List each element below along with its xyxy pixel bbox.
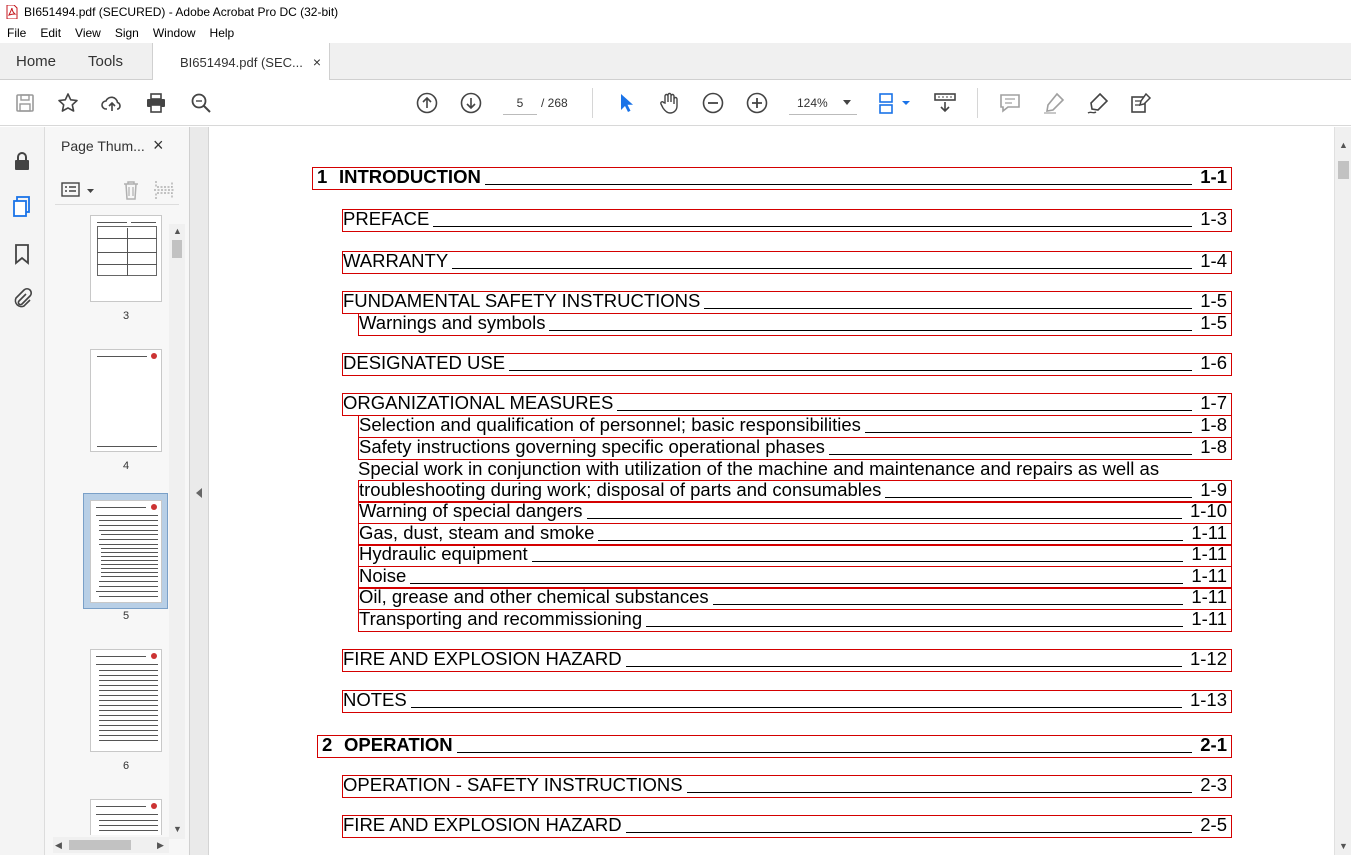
menu-file[interactable]: File <box>7 26 27 40</box>
tab-document-label: BI651494.pdf (SEC... <box>180 54 303 70</box>
print-icon[interactable] <box>143 90 169 116</box>
toc-subentry[interactable]: Transporting and recommissioning 1-11 <box>358 609 1232 632</box>
toc-chapter-2[interactable]: 2 OPERATION 2-1 <box>317 735 1232 758</box>
acrobat-pdf-icon <box>6 5 18 19</box>
toc-entry[interactable]: PREFACE 1-3 <box>342 209 1232 232</box>
chevron-down-icon <box>843 100 851 105</box>
toc-entry[interactable]: FUNDAMENTAL SAFETY INSTRUCTIONS 1-5 <box>342 291 1232 314</box>
tab-home[interactable]: Home <box>16 53 57 70</box>
select-cursor-icon[interactable] <box>613 90 639 116</box>
save-icon[interactable] <box>12 90 38 116</box>
lock-icon[interactable] <box>10 149 34 173</box>
menu-view[interactable]: View <box>75 26 101 40</box>
page-thumbnails-icon[interactable] <box>10 194 34 218</box>
toc-entry[interactable]: ORGANIZATIONAL MEASURES 1-7 <box>342 393 1232 416</box>
thumbnail-page-7[interactable] <box>90 799 162 835</box>
extract-pages-icon[interactable] <box>152 178 176 202</box>
toc-subentry[interactable]: troubleshooting during work; disposal of parts and consumables 1-9 <box>358 480 1232 503</box>
toolbar-separator <box>977 88 978 118</box>
scroll-left-icon[interactable]: ◀ <box>55 840 62 850</box>
toc-subentry[interactable]: Noise 1-11 <box>358 566 1232 589</box>
scrollbar-thumb[interactable] <box>1338 161 1349 179</box>
collapse-arrow-icon[interactable] <box>196 488 202 498</box>
zoom-level-value: 124% <box>797 95 828 110</box>
thumbnail-label: 3 <box>122 310 130 322</box>
cloud-upload-icon[interactable] <box>99 90 125 116</box>
thumbnails-toolbar <box>55 175 179 205</box>
thumbnail-label: 5 <box>122 610 130 622</box>
toc-subentry[interactable]: Selection and qualification of personnel; basic responsibilities 1-8 <box>358 415 1232 438</box>
toc-chapter-1[interactable]: 1 INTRODUCTION 1-1 <box>312 167 1232 190</box>
thumbnail-page-5[interactable] <box>90 500 162 603</box>
zoom-in-icon[interactable] <box>744 90 770 116</box>
page-total: / 268 <box>541 96 568 110</box>
thumbnail-label: 4 <box>122 460 130 472</box>
sign-pen-icon[interactable] <box>1085 90 1111 116</box>
toc-subentry[interactable]: Warnings and symbols 1-5 <box>358 313 1232 336</box>
panel-collapse-divider[interactable] <box>190 127 209 855</box>
toc-subentry[interactable]: Gas, dust, steam and smoke 1-11 <box>358 523 1232 546</box>
thumbnails-horizontal-scrollbar[interactable] <box>53 837 169 853</box>
document-view <box>210 127 1334 855</box>
toc-entry[interactable]: NOTES 1-13 <box>342 690 1232 713</box>
trash-icon[interactable] <box>119 178 143 202</box>
highlight-pen-icon[interactable] <box>1041 90 1067 116</box>
menu-bar <box>0 23 1351 43</box>
scroll-up-icon[interactable]: ▲ <box>1339 140 1348 150</box>
tab-tools[interactable]: Tools <box>88 53 124 70</box>
panel-title: Page Thum... <box>61 138 145 154</box>
toolbar-separator <box>592 88 593 118</box>
toc-entry[interactable]: FIRE AND EXPLOSION HAZARD 1-12 <box>342 649 1232 672</box>
toc-subentry[interactable]: Oil, grease and other chemical substances 1-11 <box>358 587 1232 610</box>
thumbnails-vertical-scrollbar[interactable] <box>169 224 185 839</box>
scroll-mode-icon[interactable] <box>932 90 958 116</box>
menu-help[interactable]: Help <box>209 26 235 40</box>
tab-bar <box>0 43 1351 80</box>
hand-tool-icon[interactable] <box>656 90 682 116</box>
zoom-out-icon[interactable] <box>700 90 726 116</box>
page-fit-icon[interactable] <box>876 90 912 116</box>
options-menu-icon[interactable] <box>61 179 97 201</box>
attachment-icon[interactable] <box>10 287 34 311</box>
toc-subentry[interactable]: Safety instructions governing specific operational phases 1-8 <box>358 437 1232 460</box>
tab-close-icon[interactable]: × <box>312 54 321 70</box>
left-navigation-rail <box>0 127 45 855</box>
page-thumbnails-panel <box>45 127 190 855</box>
menu-edit[interactable]: Edit <box>40 26 62 40</box>
title-bar <box>0 0 1351 23</box>
thumbnail-page-6[interactable] <box>90 649 162 752</box>
close-icon[interactable]: × <box>153 135 164 155</box>
toc-subentry-continued: Special work in conjunction with utilization of the machine and maintenance and repairs as well as <box>358 458 1160 479</box>
toc-subentry[interactable]: Hydraulic equipment 1-11 <box>358 544 1232 567</box>
scroll-down-icon[interactable]: ▼ <box>1339 841 1348 851</box>
thumbnail-list <box>45 215 170 835</box>
fill-sign-icon[interactable] <box>1128 90 1154 116</box>
bookmark-icon[interactable] <box>10 242 34 266</box>
zoom-level-dropdown[interactable] <box>789 91 857 115</box>
thumbnail-label: 6 <box>122 760 130 772</box>
search-icon[interactable] <box>188 90 214 116</box>
scrollbar-thumb[interactable] <box>172 240 182 258</box>
scroll-right-icon[interactable]: ▶ <box>157 840 164 850</box>
window-title: BI651494.pdf (SECURED) - Adobe Acrobat Pro DC (32-bit) <box>24 4 339 19</box>
document-vertical-scrollbar[interactable] <box>1334 127 1351 855</box>
comment-icon[interactable] <box>997 90 1023 116</box>
next-page-icon[interactable] <box>458 90 484 116</box>
main-toolbar <box>0 80 1351 126</box>
toc-entry[interactable]: OPERATION - SAFETY INSTRUCTIONS 2-3 <box>342 775 1232 798</box>
tab-document[interactable] <box>152 43 330 81</box>
menu-sign[interactable]: Sign <box>114 26 139 40</box>
scroll-down-icon[interactable]: ▼ <box>173 824 182 834</box>
page-number-input[interactable] <box>503 91 537 115</box>
previous-page-icon[interactable] <box>414 90 440 116</box>
star-icon[interactable] <box>55 90 81 116</box>
thumbnail-page-3[interactable] <box>90 215 162 302</box>
menu-window[interactable]: Window <box>152 26 196 40</box>
scroll-up-icon[interactable]: ▲ <box>173 226 182 236</box>
toc-entry[interactable]: DESIGNATED USE 1-6 <box>342 353 1232 376</box>
scrollbar-thumb[interactable] <box>69 840 131 850</box>
toc-entry[interactable]: WARRANTY 1-4 <box>342 251 1232 274</box>
thumbnail-page-4[interactable] <box>90 349 162 452</box>
toc-entry[interactable]: FIRE AND EXPLOSION HAZARD 2-5 <box>342 815 1232 838</box>
toc-subentry[interactable]: Warning of special dangers 1-10 <box>358 501 1232 524</box>
